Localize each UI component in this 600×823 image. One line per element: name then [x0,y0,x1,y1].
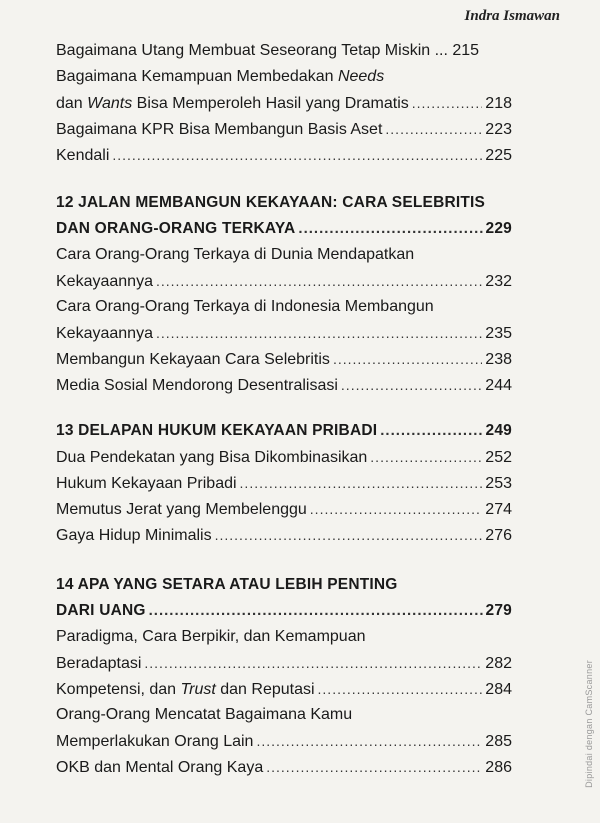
toc-entry [56,346,512,372]
entry-title: Kekayaannya [56,325,153,342]
toc-entry [56,728,512,754]
entry-title: Bagaimana Kemampuan Membedakan [56,68,338,85]
entry-emphasis: Needs [337,68,385,85]
entry-title: Paradigma, Cara Berpikir, dan Kemampuan [56,628,366,645]
table-of-contents [56,38,512,780]
toc-entry [56,676,512,702]
page-number: 286 [485,759,512,776]
page-number: 238 [485,351,512,368]
page-number: 282 [485,655,512,672]
entry-title: Cara Orang-Orang Terkaya di Indonesia Membangun [56,298,434,315]
page-number: 249 [485,422,512,439]
leader-dots [156,268,482,294]
entry-title: Bagaimana Utang Membuat Seseorang Tetap Miskin [56,42,431,59]
entry-title: Kendali [56,147,110,164]
toc-entry [56,496,512,522]
leader-dots [266,754,482,780]
entry-prefix: dan [56,95,88,112]
page-number: 252 [485,449,512,466]
page-number: 253 [485,475,512,492]
leader-dots [341,372,482,398]
toc-entry [56,268,512,294]
entry-prefix: Kompetensi, dan [56,681,181,698]
chapter-title-line: DARI UANG [56,602,146,619]
chapter-title-line: 14 APA YANG SETARA ATAU LEBIH PENTING [56,576,398,593]
chapter-title-line: DAN ORANG-ORANG TERKAYA [56,220,296,237]
leader-dots [149,598,483,624]
entry-title: Gaya Hidup Minimalis [56,527,212,544]
leader-dots [310,496,483,522]
chapter-title [56,572,512,598]
toc-entry [56,64,512,90]
page-number: 232 [485,273,512,290]
toc-entry [56,702,512,728]
toc-entry [56,294,512,320]
page-number: 223 [485,121,512,138]
running-header: Indra Ismawan [464,8,560,24]
chapter-14 [56,572,512,624]
toc-entry [56,522,512,548]
toc-entry [56,242,512,268]
entry-title: Membangun Kekayaan Cara Selebritis [56,351,330,368]
page-number: 225 [485,147,512,164]
page-number: 284 [485,681,512,698]
toc-entry [56,624,512,650]
leader-dots [256,728,482,754]
toc-entry [56,142,512,168]
page-number: 218 [485,95,512,112]
page-number: 279 [485,602,512,619]
entry-title: Cara Orang-Orang Terkaya di Dunia Mendapatkan [56,246,415,263]
entry-separator: ... [430,42,453,59]
toc-entry [56,320,512,346]
page-number: 244 [485,377,512,394]
leader-dots [333,346,482,372]
toc-entry [56,90,512,116]
leader-dots [215,522,483,548]
leader-dots [318,676,483,702]
toc-entry [56,650,512,676]
chapter-12 [56,190,512,242]
entry-title: Media Sosial Mendorong Desentralisasi [56,377,338,394]
toc-entry [56,116,512,142]
toc-entry [56,38,512,64]
chapter-title [56,190,512,216]
entry-title: Kekayaannya [56,273,153,290]
chapter-title-line: 13 DELAPAN HUKUM KEKAYAAN PRIBADI [56,422,378,439]
page-number: 215 [452,42,480,59]
entry-title: Beradaptasi [56,655,142,672]
entry-title: Memperlakukan Orang Lain [56,733,254,750]
toc-entry [56,754,512,780]
page-number: 274 [485,501,512,518]
chapter-title-line: 12 JALAN MEMBANGUN KEKAYAAN: CARA SELEBRITIS [56,194,486,211]
page-number: 229 [485,220,512,237]
page-number: 235 [485,325,512,342]
toc-entry [56,372,512,398]
entry-title: Bagaimana KPR Bisa Membangun Basis Aset [56,121,383,138]
leader-dots [385,116,482,142]
leader-dots [380,418,482,444]
entry-title: Orang-Orang Mencatat Bagaimana Kamu [56,706,353,723]
chapter-title [56,216,512,242]
entry-title: OKB dan Mental Orang Kaya [56,759,264,776]
entry-emphasis: Trust [180,681,216,698]
leader-dots [412,90,483,116]
leader-dots [298,216,482,242]
leader-dots [370,444,482,470]
chapter-13 [56,418,512,444]
page-number: 285 [485,733,512,750]
page-number: 276 [485,527,512,544]
chapter-title [56,418,512,444]
chapter-title [56,598,512,624]
entry-emphasis: Wants [87,95,133,112]
entry-title: Bisa Memperoleh Hasil yang Dramatis [132,95,409,112]
toc-entry [56,470,512,496]
entry-title: dan Reputasi [215,681,315,698]
leader-dots [144,650,482,676]
leader-dots [112,142,482,168]
leader-dots [156,320,482,346]
scanner-watermark: Dipindai dengan CamScanner [584,660,594,788]
entry-title: Hukum Kekayaan Pribadi [56,475,237,492]
entry-title: Dua Pendekatan yang Bisa Dikombinasikan [56,449,368,466]
entry-title: Memutus Jerat yang Membelenggu [56,501,307,518]
leader-dots [240,470,483,496]
toc-entry [56,444,512,470]
